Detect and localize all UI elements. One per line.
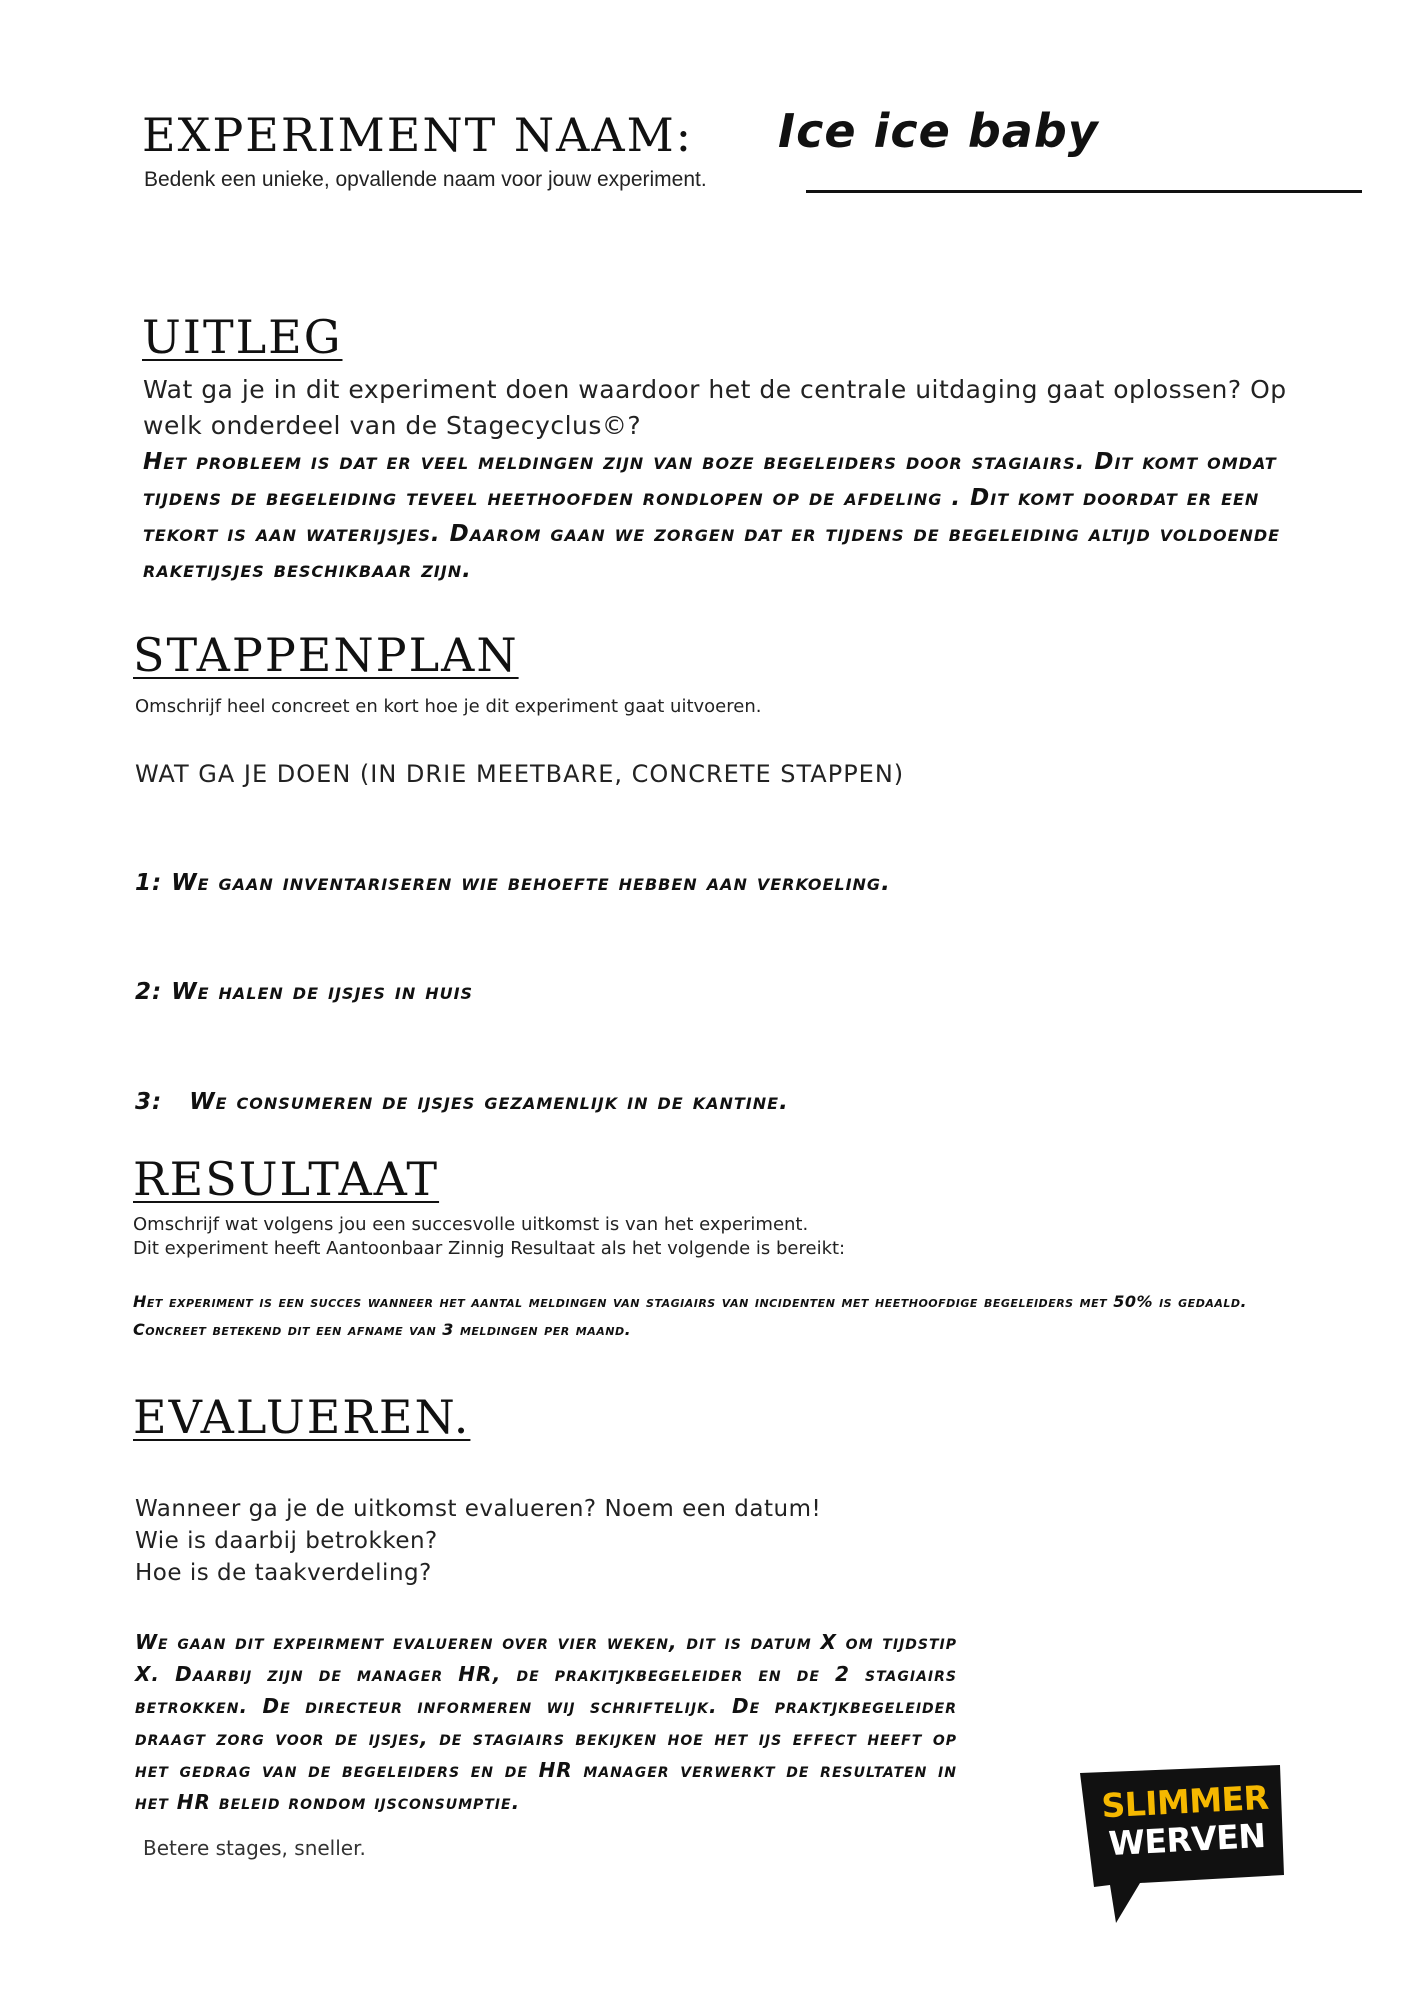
experiment-name-label: EXPERIMENT NAAM:	[142, 108, 694, 162]
evalueren-question-3: Hoe is de taakverdeling?	[135, 1560, 432, 1586]
stappenplan-title: STAPPENPLAN	[133, 628, 519, 682]
step-3: 3: We consumeren de ijsjes gezamenlijk in de kantine.	[135, 1089, 789, 1115]
resultaat-answer: Het experiment is een succes wanneer het aantal meldingen van stagiairs van incidenten met heethoofdige begeleiders met 50% is gedaald. Concreet betekend dit een afname van 3 meldingen per maand.	[133, 1292, 1248, 1339]
evalueren-question-1: Wanneer ga je de uitkomst evalueren? Noem een datum!	[135, 1496, 822, 1522]
resultaat-hint-line1: Omschrijf wat volgens jou een succesvolle uitkomst is van het experiment.	[133, 1214, 809, 1235]
evalueren-title: EVALUEREN.	[133, 1390, 471, 1444]
evalueren-answer: We gaan dit expeirment evalueren over vier weken, dit is datum X om tijdstip X. Daarbij zijn de manager HR, de prakitjkbegeleider en de 2 stagiairs betrokken. De directeur informeren wij schriftelijk. De praktjkbegeleider draagt zorg voor de ijsjes, de stagiairs bekijken hoe het ijs effect heeft op het gedrag van de begeleiders en de HR manager verwerkt de resultaten in het HR beleid rondom ijsconsumptie.	[135, 1630, 958, 1814]
uitleg-question: Wat ga je in dit experiment doen waardoor het de centrale uitdaging gaat oplossen? Op welk onderdeel van de Stagecyclus©?	[143, 375, 1287, 440]
slimmer-werven-logo	[1080, 1765, 1290, 1925]
footer-tagline: Betere stages, sneller.	[143, 1836, 366, 1860]
evalueren-question-2: Wie is daarbij betrokken?	[135, 1528, 438, 1554]
experiment-name-hint: Bedenk een unieke, opvallende naam voor jouw experiment.	[144, 168, 707, 191]
uitleg-answer: Het probleem is dat er veel meldingen zijn van boze begeleiders door stagiairs. Dit komt omdat tijdens de begeleiding teveel heethoofden rondlopen op de afdeling . Dit komt doordat er een tekort is aan waterijsjes. Daarom gaan we zorgen dat er tijdens de begeleiding altijd voldoende raketijsjes beschikbaar zijn.	[143, 449, 1281, 583]
stappenplan-hint: Omschrijf heel concreet en kort hoe je dit experiment gaat uitvoeren.	[135, 696, 762, 717]
logo-text-werven: WERVEN	[1107, 1815, 1267, 1864]
uitleg-title: UITLEG	[142, 310, 343, 364]
stappenplan-subheading: WAT GA JE DOEN (IN DRIE MEETBARE, CONCRETE STAPPEN)	[135, 760, 905, 788]
step-2: 2: We halen de ijsjes in huis	[135, 979, 474, 1005]
name-underline	[806, 190, 1362, 193]
resultaat-title: RESULTAAT	[133, 1152, 440, 1206]
experiment-name-value: Ice ice baby	[778, 104, 1099, 158]
resultaat-hint-line2: Dit experiment heeft Aantoonbaar Zinnig Resultaat als het volgende is bereikt:	[133, 1238, 846, 1259]
step-1: 1: We gaan inventariseren wie behoefte hebben aan verkoeling.	[135, 870, 891, 896]
logo-text-slimmer: SLIMMER	[1100, 1777, 1270, 1826]
